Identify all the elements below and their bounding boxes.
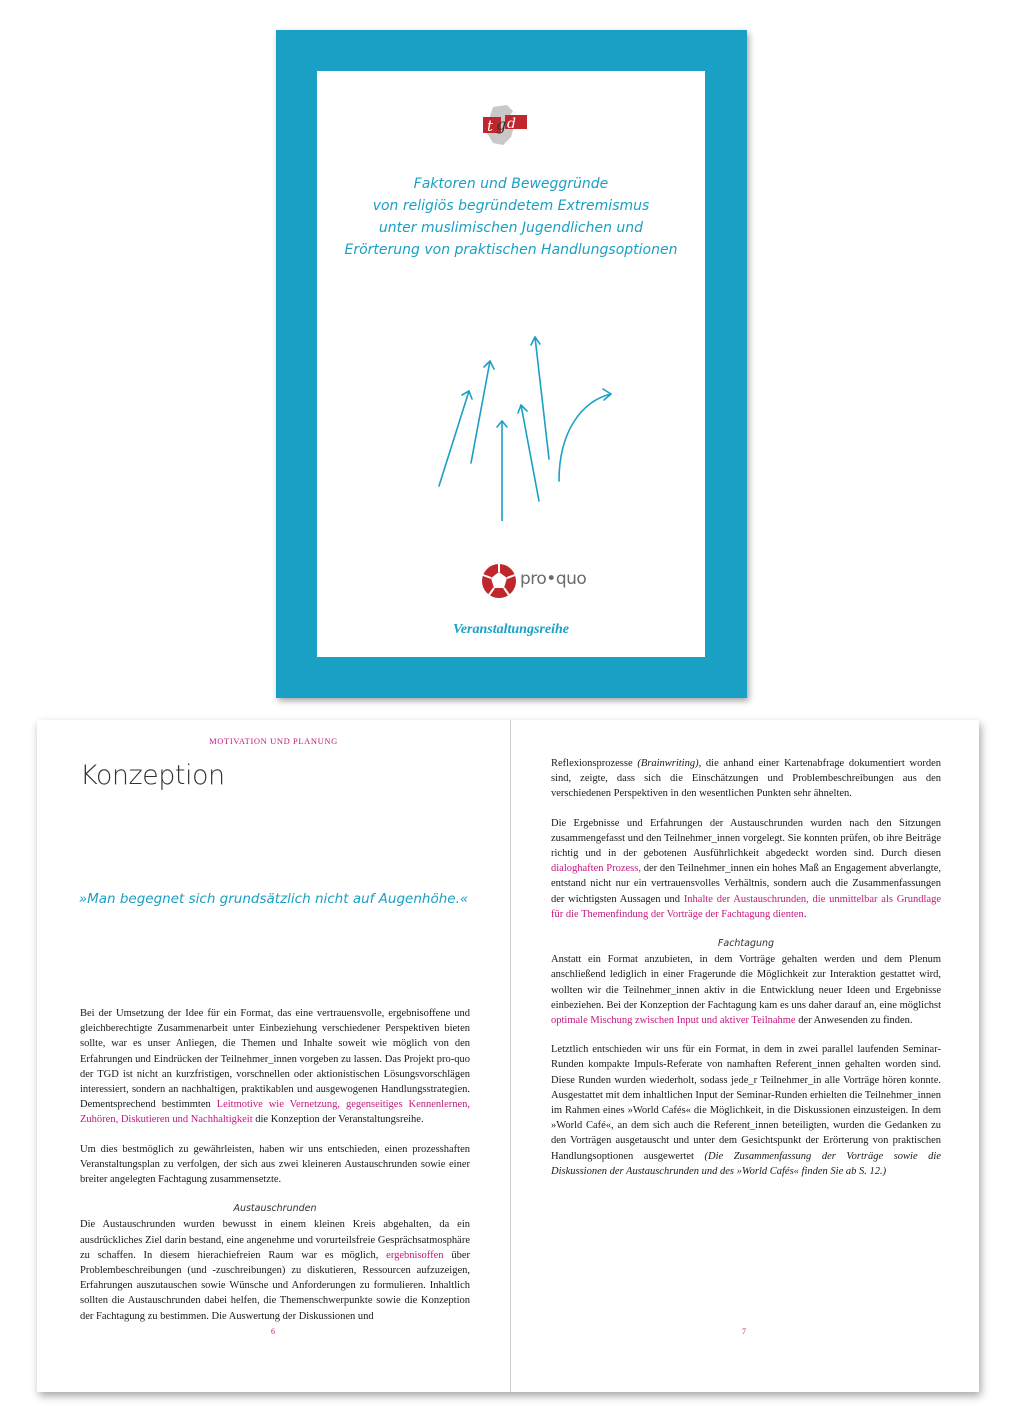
svg-text:g: g [496, 115, 507, 134]
cover-title-line: Faktoren und Beweggründe [413, 176, 609, 192]
highlight-text: Inhalte der Austauschrunden, die unmittelbar als Grundlage für die Themenfindung der Vorträge der Fachtagung dienten [551, 893, 942, 920]
arrow-icon [531, 337, 549, 459]
page-right [511, 720, 979, 1392]
cover-title-line: unter muslimischen Jugendlichen und [378, 220, 644, 236]
pro-quo-wordmark: pro•quo [520, 569, 587, 589]
page-number-left: 6 [271, 1327, 275, 1336]
highlight-text: Leitmotive wie Vernetzung, gegenseitiges Kennenlernen, Zuhören, Diskutieren und Nachhaltigkeit [80, 1099, 471, 1126]
paragraph: Anstatt ein Format anzubieten, in dem Vorträge gehalten werden und dem Plenum anschließend lediglich in einer Fragerunde die Möglichkeit zur Interaktion gestattet wird, wollten wir die Teilnehmer_innen aktiv in die Entwicklung neuer Ideen und Ergebnisse einbeziehen. Bei der Konzeption der Fachtagung kam es uns daher darauf an, eine möglichst optimale Mischung zwischen Input und aktiver Teilnahme der Anwesenden zu finden. [551, 954, 941, 1027]
arrow-icon [439, 391, 472, 486]
highlight-text: ergebnisoffen [386, 1249, 444, 1261]
page-title: Konzeption [80, 760, 225, 791]
pro-quo-emblem-icon [480, 562, 518, 600]
pull-quote: »Man begegnet sich grundsätzlich nicht auf Augenhöhe.« [78, 891, 469, 907]
subheading-fachtagung: Fachtagung [717, 938, 775, 950]
left-column-text [80, 1006, 470, 1338]
paragraph: Letztlich entschieden wir uns für ein Format, in dem in zwei parallel laufenden Seminar-Runden kompakte Impuls-Referate von namhaften Referent_innen gehalten worden sind. Diese Runden wurden wiederholt, sodass jede_r Teilnehmer_in alle Vorträge hören konnte. Ausgestattet mit dem inhaltlichen Input der Seminar-Runden erhielten die Teilnehmer_innen im Rahmen eines »World Cafés« die Möglichkeit, in die Diskussionen einzusteigen. In dem »World Café«, an dem sich auch die Referent_innen beteiligten, wurden die Gedanken zu den Vorträgen ausgetauscht und unter dem Gesichtspunkt der Erörterung von praktischen Handlungsoptionen ausgewertet (Die Zusammenfassung der Vorträge sowie die Diskussionen der Austauschrunden und des »World Cafés« finden Sie ab S. 12.) [551, 1044, 941, 1177]
page-left [37, 720, 510, 1392]
page-number-right: 7 [742, 1327, 746, 1336]
series-label: Veranstaltungsreihe [453, 622, 569, 637]
brochure-spread [37, 720, 979, 1392]
arrow-icon [559, 389, 611, 481]
tgd-logo [479, 103, 533, 149]
paragraph: Die Austauschrunden wurden bewusst in einem kleinen Kreis abgehalten, da ein ausdrückliches Ziel darin bestand, eine angenehme und vorurteilsfreie Gesprächsatmosphäre zu schaffen. In diesem hierachiefreien Raum war es möglich, ergebnisoffen über Problembeschreibungen (und -zuschreibungen) zu diskutieren, Ressourcen aufzuzeigen, Erfahrungen auszutauschen sowie Wünsche und Anforderungen zu formulieren. Inhaltlich sollten die Austauschrunden dabei helfen, die Themenschwerpunkte sowie die Konzeption der Fachtagung zu bestimmen. Die Auswertung der Diskussionen und [80, 1219, 470, 1322]
pro-quo-logo [480, 560, 587, 604]
svg-text:t: t [487, 117, 494, 135]
cover-title-line: Erörterung von praktischen Handlungsoptionen [344, 242, 678, 258]
cover-title [317, 173, 705, 261]
highlight-text: optimale Mischung zwischen Input und aktiver Teilnahme [551, 1015, 796, 1027]
section-label: MOTIVATION UND PLANUNG [209, 736, 338, 746]
subheading-austauschrunden: Austauschrunden [233, 1203, 317, 1215]
svg-text:d: d [507, 116, 516, 132]
paragraph: Reflexionsprozesse (Brainwriting), die anhand einer Kartenabfrage dokumentiert worden sind, zeigte, dass sich die Einschätzungen und Problembeschreibungen aus den verschiedenen Perspektiven in den wesentlichen Punkten sehr ähnelten. [551, 758, 941, 800]
paragraph: Bei der Umsetzung der Idee für ein Format, das eine vertrauensvolle, ergebnisoffene und gleichberechtigte Zusammenarbeit unter Einbeziehung verschiedener Perspektiven bieten sollte, war es unser Anliegen, die Themen und Inhalte soweit wie möglich von den Erfahrungen und Eindrücken der Teilnehmer_innen vorgeben zu lassen. Das Projekt pro-quo der TGD ist nicht an kurzfristigen, vorschnellen oder aktionistischen Lösungsvorschlägen interessiert, sondern an nachhaltigen, praktikablen und ausgewogenen Handlungsstrategien. Dementsprechend bestimmten Leitmotive wie Vernetzung, gegenseitiges Kennenlernen, Zuhören, Diskutieren und Nachhaltigkeit die Konzeption der Veranstaltungsreihe. [80, 1008, 471, 1126]
paragraph: Die Ergebnisse und Erfahrungen der Austauschrunden wurden nach den Sitzungen zusammengefasst und den Teilnehmer_innen vorgelegt. Sie konnten prüfen, ob ihre Beiträge richtig und in der gebotenen Ausführlichkeit abgedeckt worden sind. Durch diesen dialoghaften Prozess, der den Teilnehmer_innen ein hohes Maß an Engagement abverlangte, entstand nicht nur ein vertrauensvolles Verhältnis, sondern auch die Zusammenfassungen der wichtigsten Aussagen und Inhalte der Austauschrunden, die unmittelbar als Grundlage für die Themenfindung der Vorträge der Fachtagung dienten. [551, 817, 942, 920]
cover-inner-panel [317, 71, 705, 657]
paragraph: Um dies bestmöglich zu gewährleisten, haben wir uns entschieden, einen prozesshaften Veranstaltungsplan zu verfolgen, der sich aus zwei kleineren Austauschrunden sowie einer breiter angelegten Fachtagung zusammensetzte. [80, 1143, 470, 1186]
arrows-illustration [417, 281, 617, 521]
highlight-text: dialoghaften Prozess, [551, 863, 641, 875]
arrow-icon [497, 421, 507, 521]
right-column-text [551, 756, 941, 1193]
brochure-cover [276, 30, 747, 698]
arrow-icon [471, 361, 494, 463]
arrow-icon [518, 405, 539, 501]
cover-title-line: von religiös begründetem Extremismus [372, 198, 650, 214]
